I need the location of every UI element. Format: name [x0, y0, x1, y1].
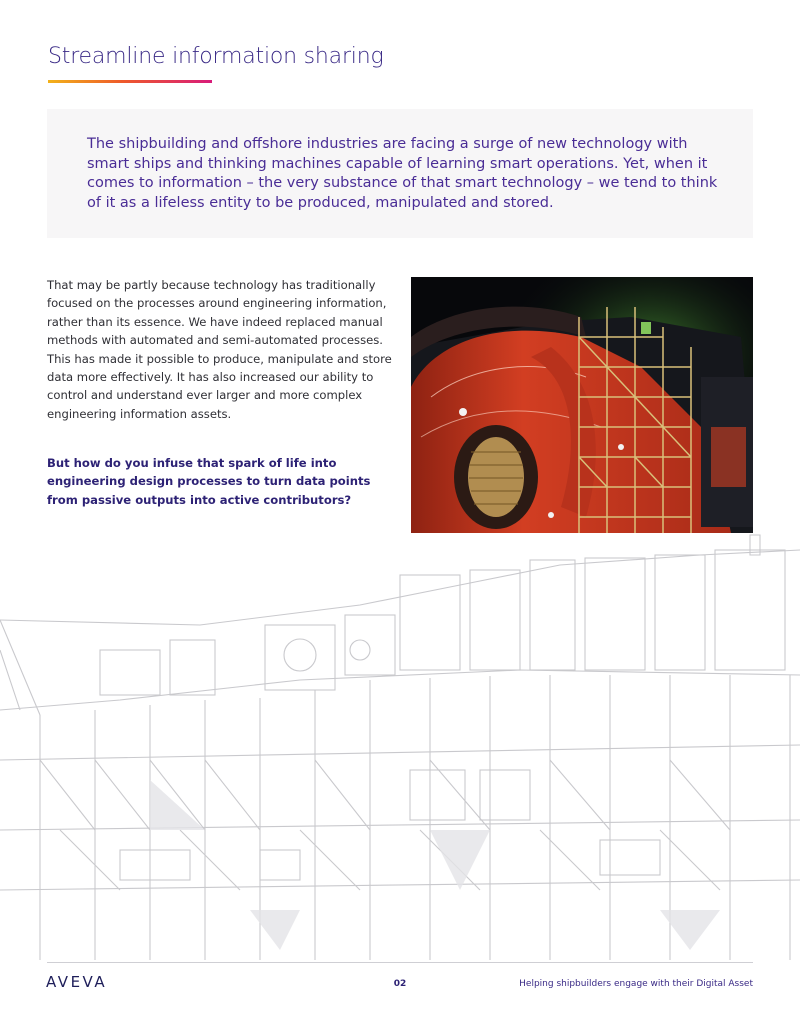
title-accent-underline — [48, 80, 212, 83]
ship-blueprint-background — [0, 530, 800, 970]
intro-callout — [47, 109, 753, 238]
highlight-question: But how do you infuse that spark of life into engineering design processes to turn data points from passive outputs into active contributors? — [47, 456, 371, 507]
page-title: Streamline information sharing — [48, 44, 384, 69]
ship-hull-illustration — [411, 277, 753, 533]
aveva-logo: AVEVA — [46, 973, 108, 991]
document-title: Helping shipbuilders engage with their Digital Asset — [519, 979, 753, 989]
ship-hull-photo — [411, 277, 753, 533]
page-number: 02 — [393, 979, 407, 989]
intro-text: The shipbuilding and offshore industries are facing a surge of new technology with smart ships and thinking machines capable of learning smart operations. Yet, when it comes to information – the very substance of that smart technology – we tend to think of it as a lifeless entity to be produced, manipulated and stored. — [87, 136, 718, 211]
body-paragraph: That may be partly because technology has traditionally focused on the processes around engineering information, rather than its essence. We have indeed replaced manual methods with automated and semi-automated processes. This has made it possible to produce, manipulate and store data more effectively. It has also increased our ability to control and understand ever larger and more complex engineering information assets. — [47, 278, 392, 421]
footer-divider — [47, 962, 753, 963]
